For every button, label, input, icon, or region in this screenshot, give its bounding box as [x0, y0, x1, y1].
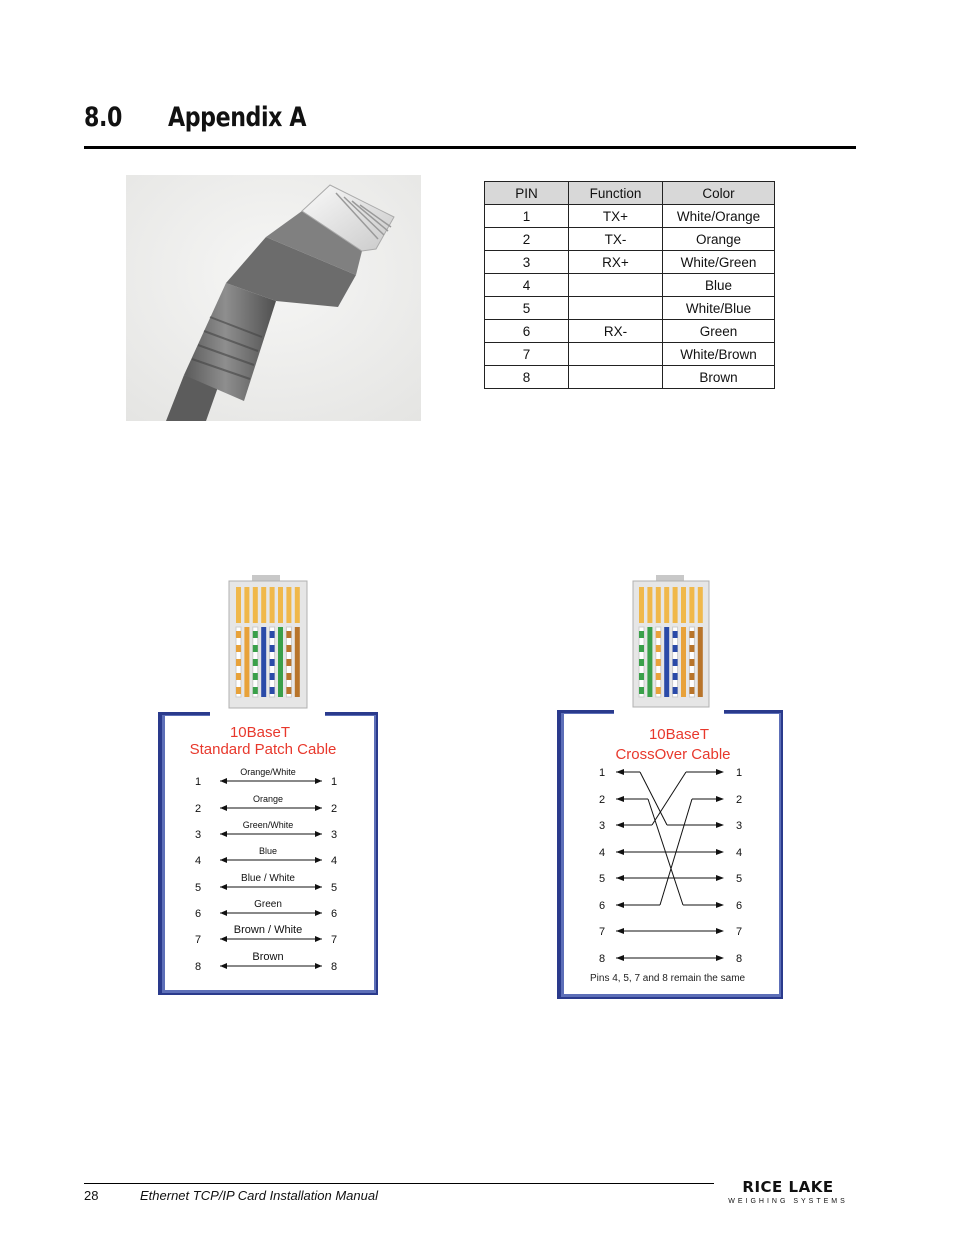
- connector-contact: [295, 587, 300, 623]
- crossover-pin-right: 1: [736, 767, 743, 779]
- table-cell: TX+: [569, 205, 663, 228]
- wire-stripe: [270, 659, 275, 666]
- crossover-pin-left: 4: [599, 847, 606, 859]
- patch-pin-left: 2: [195, 803, 202, 815]
- connector-contact: [689, 587, 694, 623]
- crossover-pin-left: 8: [599, 953, 606, 965]
- logo-brand: RICE LAKE: [742, 1178, 834, 1196]
- wire-stripe: [236, 659, 241, 666]
- table-row: [485, 366, 775, 389]
- wire-stripe: [639, 645, 644, 652]
- crossover-pin-right: 5: [736, 873, 743, 885]
- patch-wire-label: Orange/White: [240, 767, 296, 777]
- wire-stripe: [673, 687, 678, 694]
- rj45-connector-photo: [126, 175, 421, 421]
- connector-contact: [681, 587, 686, 623]
- column-header: Color: [663, 182, 775, 205]
- footer-rule: [84, 1183, 714, 1184]
- wire-stripe: [673, 645, 678, 652]
- crossover-title-line2: CrossOver Cable: [615, 746, 731, 763]
- wire-stripe: [639, 687, 644, 694]
- patch-pin-right: 7: [331, 934, 338, 946]
- table-row: [485, 228, 775, 251]
- page-number: 28: [84, 1188, 99, 1203]
- table-cell: [569, 297, 663, 320]
- patch-pin-right: 1: [331, 776, 338, 788]
- wire-stripe: [673, 673, 678, 680]
- wire-stripe: [253, 687, 258, 694]
- crossover-cable-diagram: [552, 575, 788, 1003]
- table-cell: 6: [485, 320, 569, 343]
- table-row: [485, 251, 775, 274]
- crossover-note: Pins 4, 5, 7 and 8 remain the same: [590, 973, 746, 984]
- patch-wire-label: Brown: [252, 951, 284, 963]
- pin-table: [484, 181, 775, 389]
- patch-wire-label: Blue: [258, 846, 278, 856]
- wire-stripe: [689, 673, 694, 680]
- crossover-pin-left: 7: [599, 926, 606, 938]
- table-cell: Blue: [663, 274, 775, 297]
- patch-cable-diagram: [150, 575, 385, 1000]
- patch-pin-left: 8: [195, 961, 202, 973]
- patch-pin-left: 4: [195, 855, 202, 867]
- connector-contact: [647, 587, 652, 623]
- wire-stripe: [270, 673, 275, 680]
- wire-stripe: [270, 631, 275, 638]
- table-cell: RX+: [569, 251, 663, 274]
- section-number: 8.0: [84, 102, 123, 133]
- connector-contact: [639, 587, 644, 623]
- wire-strand: [278, 627, 283, 697]
- crossover-pin-right: 7: [736, 926, 743, 938]
- crossover-pin-right: 3: [736, 820, 743, 832]
- wire-stripe: [270, 687, 275, 694]
- table-cell: White/Orange: [663, 205, 775, 228]
- table-cell: 7: [485, 343, 569, 366]
- wire-strand: [295, 627, 300, 697]
- patch-pin-right: 3: [331, 829, 338, 841]
- wire-stripe: [270, 645, 275, 652]
- wire-stripe: [253, 631, 258, 638]
- table-cell: [569, 343, 663, 366]
- wire-stripe: [236, 673, 241, 680]
- crossover-pin-left: 3: [599, 820, 606, 832]
- patch-wire-label: Green/White: [242, 820, 294, 830]
- wire-stripe: [286, 645, 291, 652]
- logo-subtitle: WEIGHING SYSTEMS: [728, 1198, 848, 1205]
- wire-stripe: [656, 687, 661, 694]
- table-cell: 8: [485, 366, 569, 389]
- table-cell: RX-: [569, 320, 663, 343]
- patch-pin-left: 3: [195, 829, 202, 841]
- table-cell: White/Brown: [663, 343, 775, 366]
- table-cell: 5: [485, 297, 569, 320]
- wire-stripe: [689, 687, 694, 694]
- connector-contact: [664, 587, 669, 623]
- connector-contact: [656, 587, 661, 623]
- connector-contact: [253, 587, 258, 623]
- wire-stripe: [286, 631, 291, 638]
- patch-title-line2: Standard Patch Cable: [189, 741, 337, 758]
- crossover-pin-right: 2: [736, 794, 743, 806]
- wire-strand: [698, 627, 703, 697]
- crossover-pin-right: 4: [736, 847, 743, 859]
- connector-contact: [244, 587, 249, 623]
- wire-stripe: [236, 645, 241, 652]
- wire-stripe: [236, 687, 241, 694]
- connector-contact: [236, 587, 241, 623]
- patch-wire-label: Green: [254, 899, 282, 910]
- wire-stripe: [689, 659, 694, 666]
- connector-contact: [278, 587, 283, 623]
- column-header: Function: [569, 182, 663, 205]
- connector-contact: [270, 587, 275, 623]
- table-cell: [569, 366, 663, 389]
- table-cell: Green: [663, 320, 775, 343]
- wire-stripe: [253, 673, 258, 680]
- section-heading: [84, 100, 856, 149]
- table-row: [485, 274, 775, 297]
- table-row: [485, 320, 775, 343]
- table-cell: 4: [485, 274, 569, 297]
- crossover-pin-right: 6: [736, 900, 743, 912]
- wire-stripe: [673, 631, 678, 638]
- manual-title: Ethernet TCP/IP Card Installation Manual: [140, 1188, 378, 1203]
- table-cell: TX-: [569, 228, 663, 251]
- crossover-title-line1: 10BaseT: [648, 726, 710, 743]
- wire-stripe: [656, 659, 661, 666]
- patch-wire-label: Brown / White: [233, 924, 303, 936]
- table-header-row: [485, 182, 775, 205]
- table-cell: 3: [485, 251, 569, 274]
- wire-stripe: [286, 687, 291, 694]
- patch-title-line1: 10BaseT: [229, 724, 291, 741]
- patch-wire-label: Blue / White: [241, 873, 295, 884]
- wire-strand: [664, 627, 669, 697]
- wire-strand: [244, 627, 249, 697]
- crossover-pin-left: 6: [599, 900, 606, 912]
- table-cell: 2: [485, 228, 569, 251]
- wire-stripe: [673, 659, 678, 666]
- wire-stripe: [689, 631, 694, 638]
- patch-pin-right: 5: [331, 882, 338, 894]
- wire-stripe: [656, 673, 661, 680]
- connector-contact: [286, 587, 291, 623]
- patch-pin-left: 1: [195, 776, 202, 788]
- connector-contact: [261, 587, 266, 623]
- patch-pin-right: 4: [331, 855, 338, 867]
- wire-stripe: [253, 659, 258, 666]
- wire-strand: [647, 627, 652, 697]
- table-cell: White/Green: [663, 251, 775, 274]
- wire-strand: [261, 627, 266, 697]
- patch-pin-left: 7: [195, 934, 202, 946]
- section-title: Appendix A: [168, 102, 307, 133]
- table-cell: White/Blue: [663, 297, 775, 320]
- patch-pin-right: 6: [331, 908, 338, 920]
- wire-stripe: [253, 645, 258, 652]
- wire-stripe: [639, 673, 644, 680]
- table-cell: Brown: [663, 366, 775, 389]
- crossover-pin-left: 1: [599, 767, 606, 779]
- patch-pin-left: 5: [195, 882, 202, 894]
- column-header: PIN: [485, 182, 569, 205]
- rice-lake-logo: [722, 1176, 854, 1210]
- table-cell: Orange: [663, 228, 775, 251]
- patch-pin-right: 8: [331, 961, 338, 973]
- table-cell: [569, 274, 663, 297]
- wire-stripe: [656, 631, 661, 638]
- connector-contact: [673, 587, 678, 623]
- wire-strand: [681, 627, 686, 697]
- crossover-pin-left: 2: [599, 794, 606, 806]
- table-row: [485, 297, 775, 320]
- patch-pin-right: 2: [331, 803, 338, 815]
- wire-stripe: [639, 659, 644, 666]
- wire-stripe: [656, 645, 661, 652]
- table-cell: 1: [485, 205, 569, 228]
- crossover-pin-right: 8: [736, 953, 743, 965]
- patch-pin-left: 6: [195, 908, 202, 920]
- crossover-pin-left: 5: [599, 873, 606, 885]
- wire-stripe: [639, 631, 644, 638]
- wire-stripe: [286, 659, 291, 666]
- wire-stripe: [689, 645, 694, 652]
- connector-contact: [698, 587, 703, 623]
- wire-stripe: [236, 631, 241, 638]
- wire-stripe: [286, 673, 291, 680]
- table-row: [485, 343, 775, 366]
- patch-wire-label: Orange: [252, 794, 284, 804]
- table-row: [485, 205, 775, 228]
